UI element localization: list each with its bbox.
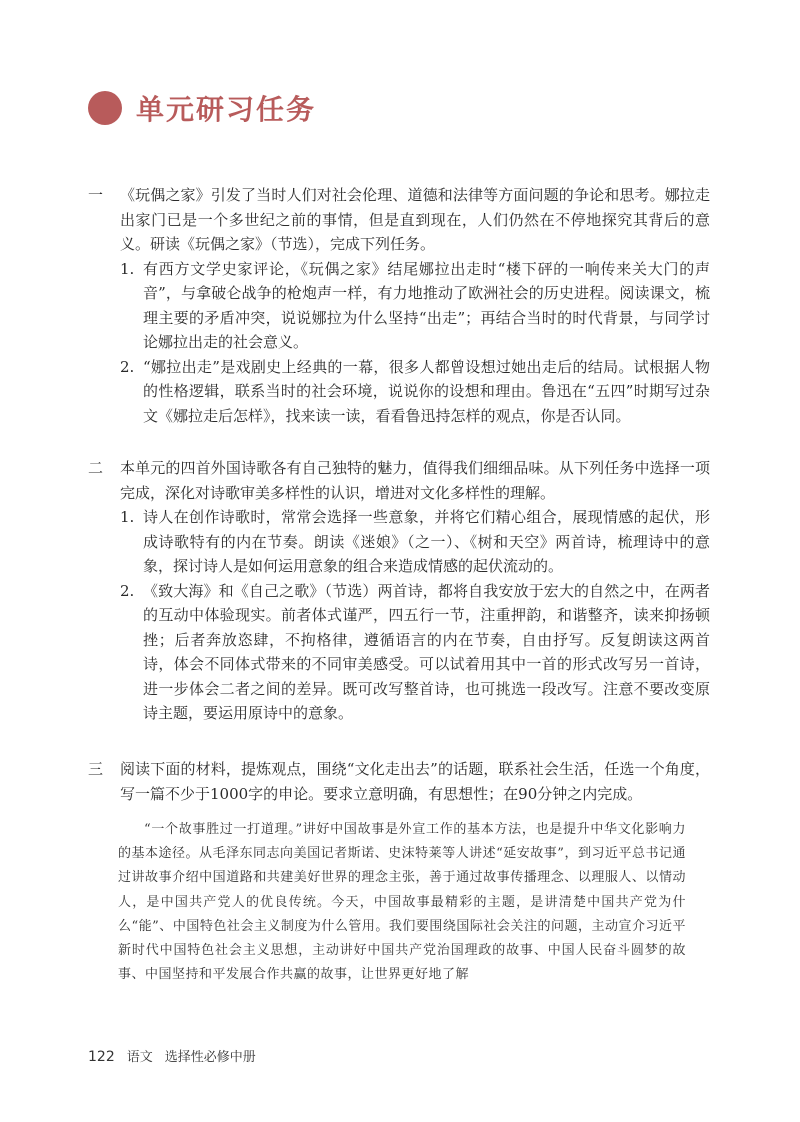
item-number: 2. (120, 581, 135, 600)
item-text: 《致大海》和《自己之歌》（节选）两首诗，都将自我安放于宏大的自然之中，在两者的互动中体验现实。前者体式谨严，四五行一节，注重押韵，和谐整齐，读来抑扬顿挫；后者奔放恣肆，不拘格律，遵循语言的内在节奏，自由抒写。反复朗读这两首诗，体会不同体式带来的不同审美感受。可以试着用其中一首的形式改写另一首诗，进一步体会二者之间的差异。既可改写整首诗，也可挑选一段改写。注意不要改变原诗主题，要运用原诗中的意象。 (143, 581, 710, 722)
item-text: 有西方文学史家评论，《玩偶之家》结尾娜拉出走时“楼下砰的一响传来关大门的声音”，与拿破仑战争的枪炮声一样，有力地推动了欧洲社会的历史进程。阅读课文，梳理主要的矛盾冲突，说说娜拉为什么坚持“出走”；再结合当时的时代背景，与同学讨论娜拉出走的社会意义。 (143, 259, 710, 351)
item-text: “娜拉出走”是戏剧史上经典的一幕，很多人都曾设想过她出走后的结局。试根据人物的性格逻辑，联系当时的社会环境，说说你的设想和理由。鲁迅在“五四”时期写过杂文《娜拉走后怎样》，找来读一读，看看鲁迅持怎样的观点，你是否认同。 (143, 357, 710, 425)
section-intro (88, 757, 710, 806)
unit-title: 单元研习任务 (136, 93, 317, 126)
item-text: 诗人在创作诗歌时，常常会选择一些意象，并将它们精心组合，展现情感的起伏，形成诗歌特有的内在节奏。朗读《迷娘》（之一）、《树和天空》两首诗，梳理诗中的意象，探讨诗人是如何运用意象的组合来造成情感的起伏流动的。 (143, 508, 710, 575)
section-number: 一 (88, 186, 104, 204)
task-section-2 (88, 456, 710, 726)
section-intro (88, 183, 710, 257)
unit-header (88, 86, 316, 130)
section-intro-text: 阅读下面的材料，提炼观点，围绕“文化走出去”的话题，联系社会生活，任选一个角度，写一篇不少于1000字的申论。要求立意明确，有思想性；在90分钟之内完成。 (120, 760, 710, 803)
task-section-3 (88, 757, 710, 806)
reading-material: “一个故事胜过一打道理。”讲好中国故事是外宣工作的基本方法，也是提升中华文化影响力的基本途径。从毛泽东同志向美国记者斯诺、史沫特莱等人讲述“延安故事”，到习近平总书记通过讲故事介绍中国道路和共建美好世界的理念主张，善于通过故事传播理念、以理服人、以情动人，是中国共产党人的优良传统。今天，中国故事最精彩的主题，是讲清楚中国共产党为什么“能”、中国特色社会主义制度为什么管用。我们要围绕国际社会关注的问题，主动宣介习近平新时代中国特色社会主义思想，主动讲好中国共产党治国理政的故事、中国人民奋斗圆梦的故事、中国坚持和平发展合作共赢的故事，让世界更好地了解 (118, 822, 686, 983)
item-number: 1. (120, 259, 135, 278)
item-number: 1. (120, 508, 135, 526)
page-number: 122 (88, 1049, 115, 1065)
task-item (88, 505, 710, 579)
circle-bullet-icon (88, 91, 122, 125)
book-label: 选择性必修中册 (164, 1050, 256, 1065)
subject-label: 语文 (126, 1050, 153, 1065)
section-intro-text: 《玩偶之家》引发了当时人们对社会伦理、道德和法律等方面问题的争论和思考。娜拉走出家门已是一个多世纪之前的事情，但是直到现在，人们仍然在不停地探究其背后的意义。研读《玩偶之家》（节选），完成下列任务。 (120, 186, 710, 253)
task-item (88, 579, 710, 726)
section-number: 二 (88, 459, 104, 477)
section-intro (88, 456, 710, 505)
task-item (88, 257, 710, 355)
page-footer (88, 1046, 256, 1065)
section-number: 三 (88, 760, 104, 778)
task-item (88, 355, 710, 429)
task-section-1 (88, 183, 710, 428)
item-number: 2. (120, 357, 135, 376)
section-intro-text: 本单元的四首外国诗歌各有自己独特的魅力，值得我们细细品味。从下列任务中选择一项完成，深化对诗歌审美多样性的认识，增进对文化多样性的理解。 (120, 459, 710, 502)
